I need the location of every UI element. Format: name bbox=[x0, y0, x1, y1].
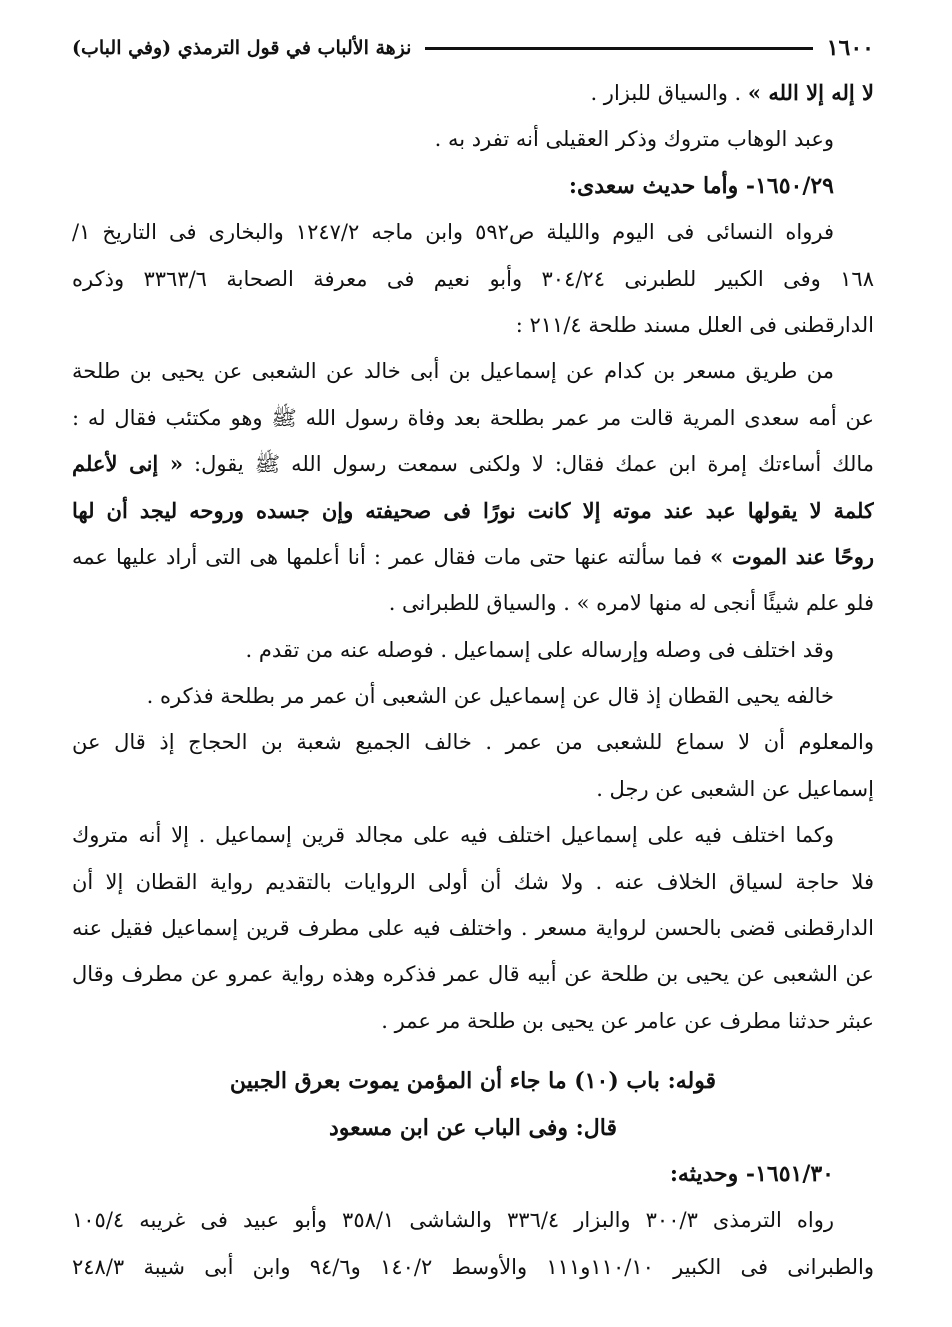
running-title: نزهة الألباب في قول الترمذي (وفي الباب) bbox=[72, 37, 412, 59]
text-line: عبثر حدثنا مطرف عن عامر عن يحيى بن طلحة مر عمر . bbox=[381, 1008, 874, 1033]
text-line: فلو علم شيئًا أنجى له منها لامره » . والسياق للطبرانى . bbox=[388, 591, 874, 616]
chapter-heading: قوله: باب (١٠) ما جاء أن المؤمن يموت بعرق الجبين bbox=[229, 1068, 717, 1095]
body-text bbox=[72, 70, 874, 1290]
text-line: رواه الترمذى ٣٠٠/٣ والبزار ٣٣٦/٤ والشاشى ٣٥٨/١ وأبو عبيد فى غريبه ١٠٥/٤ bbox=[72, 1208, 834, 1233]
text-line: عن الشعبى عن يحيى بن طلحة عن أبيه قال عمر فذكره وهذه رواية عمرو عن مطرف وقال bbox=[72, 962, 874, 987]
hadith-quote: روحًا عند الموت » bbox=[710, 543, 874, 569]
hadith-quote: لا إله إلا الله » bbox=[747, 80, 874, 105]
hadith-quote: كلمة لا يقولها عبد عند موته إلا كانت نورًا فى صحيفته وإن جسده وروحه ليجد أن لها bbox=[72, 497, 874, 523]
hadith-heading: ١٦٥١/٣٠- وحديثه: bbox=[669, 1160, 834, 1187]
chapter-subheading: قال: وفى الباب عن ابن مسعود bbox=[328, 1114, 617, 1141]
text-line: وقد اختلف فى وصله وإرساله على إسماعيل . فوصله عنه من تقدم . bbox=[245, 637, 834, 662]
text-line: فلا حاجة لسياق الخلاف عنه . ولا شك أن أولى الروايات بالتقديم رواية القطان إلا أن bbox=[72, 869, 874, 894]
text-line: إسماعيل عن الشعبى عن رجل . bbox=[596, 776, 874, 801]
text-line: والمعلوم أن لا سماع للشعبى من عمر . خالف الجميع شعبة بن الحجاج إذ قال عن bbox=[72, 730, 874, 755]
text-line: فرواه النسائى فى اليوم والليلة ص٥٩٢ وابن ماجه ١٢٤٧/٢ والبخارى فى التاريخ ١/ bbox=[72, 220, 834, 245]
page-number: ١٦٠٠ bbox=[826, 35, 874, 61]
text-line: الدارقطنى قضى بالحسن لرواية مسعر . واختلف فيه على مطرف قرين إسماعيل فقيل عنه bbox=[72, 916, 874, 941]
hadith-quote: « إنى لأعلم bbox=[72, 451, 184, 477]
text-segment: . والسياق للبزار . bbox=[590, 81, 748, 105]
text-segment: فما سألته عنها حتى مات فقال عمر : أنا أعلمها هى التى أراد عليها عمه bbox=[72, 544, 711, 569]
text-line bbox=[72, 534, 874, 580]
text-line: من طريق مسعر بن كدام عن إسماعيل بن أبى خالد عن الشعبى عن يحيى بن طلحة bbox=[72, 359, 834, 384]
text-line: عن أمه سعدى المرية قالت مر عمر بطلحة بعد وفاة رسول الله ﷺ وهو مكتئب فقال له : bbox=[72, 405, 874, 430]
text-line: وكما اختلف فيه على إسماعيل اختلف فيه على مجالد قرين إسماعيل . إلا أنه متروك bbox=[72, 823, 834, 848]
hadith-heading: ١٦٥٠/٢٩- وأما حديث سعدى: bbox=[568, 172, 834, 199]
text-line bbox=[72, 441, 874, 487]
text-line: ١٦٨ وفى الكبير للطبرنى ٣٠٤/٢٤ وأبو نعيم فى معرفة الصحابة ٣٣٦٣/٦ وذكره bbox=[72, 266, 874, 291]
text-line: والطبرانى فى الكبير ١١٠/١٠و١١١ والأوسط ١٤٠/٢ و٩٤/٦ وابن أبى شيبة ٢٤٨/٣ bbox=[72, 1254, 874, 1279]
text-line: خالفه يحيى القطان إذ قال عن إسماعيل عن الشعبى أن عمر مر بطلحة فذكره . bbox=[146, 684, 834, 709]
text-line bbox=[72, 70, 874, 116]
page-header bbox=[72, 30, 874, 66]
text-line: الدارقطنى فى العلل مسند طلحة ٢١١/٤ : bbox=[515, 312, 874, 337]
text-segment: مالك أساءتك إمرة ابن عمك فقال: لا ولكنى سمعت رسول الله ﷺ يقول: bbox=[183, 452, 874, 477]
text-line: وعبد الوهاب متروك وذكر العقيلى أنه تفرد به . bbox=[434, 127, 834, 152]
header-rule bbox=[425, 47, 812, 50]
